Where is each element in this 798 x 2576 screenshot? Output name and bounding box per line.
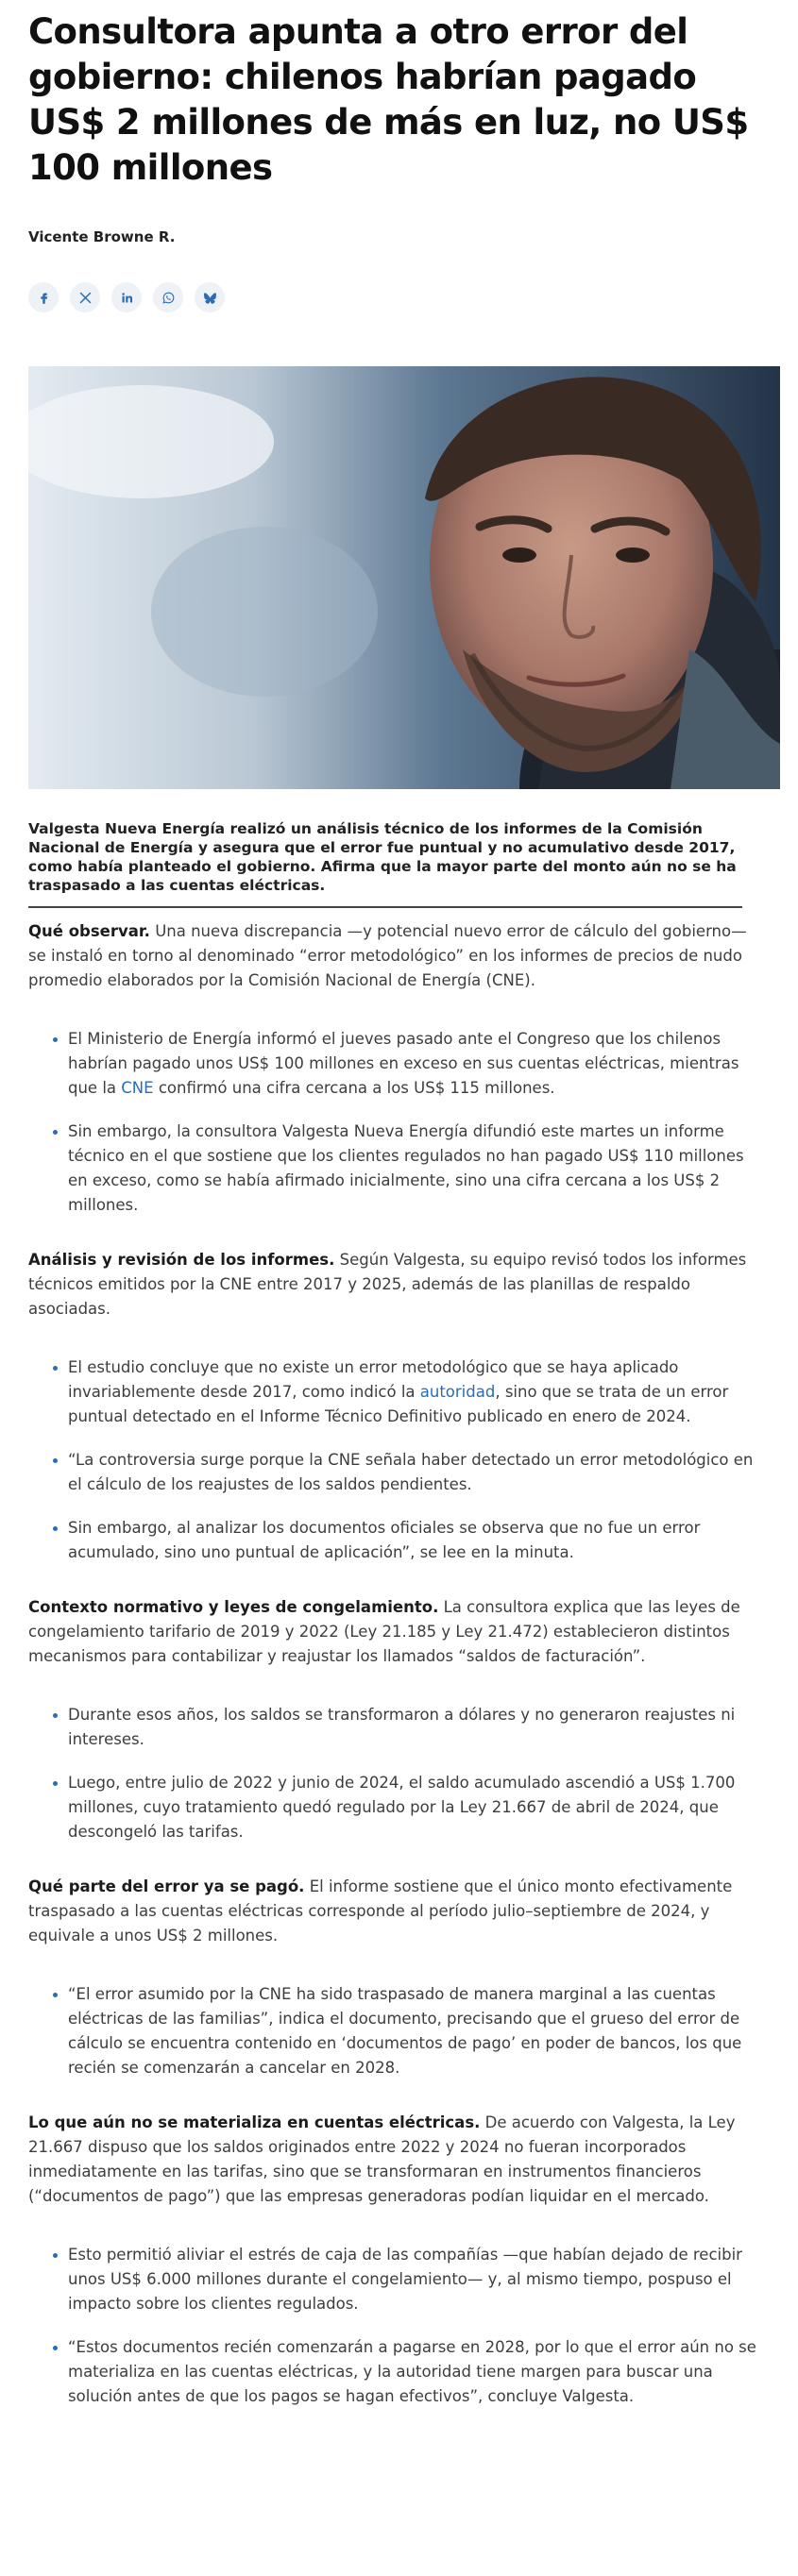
section-lead: Lo que aún no se materializa en cuentas eléctricas.	[28, 2113, 481, 2131]
list-item: Luego, entre julio de 2022 y junio de 2024, el saldo acumulado ascendió a US$ 1.700 millones, cuyo tratamiento quedó regulado por la Ley 21.667 de abril de 2024, que descongeló las tarifas.	[53, 1771, 765, 1844]
share-facebook-button[interactable]	[28, 282, 59, 312]
section-lead: Contexto normativo y leyes de congelamiento.	[28, 1598, 439, 1616]
list-item: “El error asumido por la CNE ha sido traspasado de manera marginal a las cuentas eléctricas de las familias”, indica el documento, precisando que el grueso del error de cálculo se encuentra contenido en ‘documentos de pago’ en poder de bancos, los que recién se comenzarán a cancelar en 2028.	[53, 1982, 765, 2080]
bullet-list	[28, 1027, 765, 1218]
list-item: Sin embargo, al analizar los documentos oficiales se observa que no fue un error acumulado, sino uno puntual de aplicación”, se lee en la minuta.	[53, 1516, 765, 1565]
author-byline[interactable]: Vicente Browne R.	[28, 228, 176, 245]
section-text: La consultora explica que las leyes de congelamiento tarifario de 2019 y 2022 (Ley 21.185 y Ley 21.472) establecieron distintos mecanismos para contabilizar y reajustar los llamados “saldos de facturación”.	[28, 1598, 740, 1665]
list-item	[53, 1355, 765, 1429]
autoridad-link[interactable]: autoridad	[419, 1383, 496, 1401]
share-bluesky-button[interactable]	[195, 282, 225, 312]
list-item-text: , sino que se trata de un error puntual detectado en el Informe Técnico Definitivo publicado en enero de 2024.	[68, 1383, 729, 1425]
section-lead: Qué observar.	[28, 922, 150, 940]
list-item: Durante esos años, los saldos se transformaron a dólares y no generaron reajustes ni intereses.	[53, 1703, 765, 1752]
section-paragraph	[28, 919, 765, 993]
share-linkedin-button[interactable]	[111, 282, 142, 312]
share-bar	[28, 283, 770, 311]
list-item-text: El estudio concluye que no existe un error metodológico que se haya aplicado invariablemente desde 2017, como indicó la	[68, 1358, 679, 1401]
section-lead: Análisis y revisión de los informes.	[28, 1251, 335, 1269]
list-item: Esto permitió aliviar el estrés de caja de las compañías —que habían dejado de recibir unos US$ 6.000 millones durante el congelamiento— y, al mismo tiempo, pospuso el impacto sobre los clientes regulados.	[53, 2243, 765, 2316]
share-whatsapp-button[interactable]	[153, 282, 183, 312]
x-icon	[78, 291, 93, 305]
list-item: “Estos documentos recién comenzarán a pagarse en 2028, por lo que el error aún no se materializa en las cuentas eléctricas, y la autoridad tiene margen para buscar una solución antes de que los pagos se hagan efectivos”, concluye Valgesta.	[53, 2335, 765, 2409]
list-item: “La controversia surge porque la CNE señala haber detectado un error metodológico en el cálculo de los reajustes de los saldos pendientes.	[53, 1448, 765, 1497]
bluesky-icon	[203, 291, 217, 305]
article-headline: Consultora apunta a otro error del gobierno: chilenos habrían pagado US$ 2 millones de más en luz, no US$ 100 millones	[28, 11, 749, 188]
section-lead: Qué parte del error ya se pagó.	[28, 1877, 305, 1895]
linkedin-icon	[120, 291, 134, 305]
section-paragraph	[28, 1595, 765, 1669]
list-item-text: El Ministerio de Energía informó el jueves pasado ante el Congreso que los chilenos habrían pagado unos US$ 100 millones en exceso en sus cuentas eléctricas, mientras que la	[68, 1030, 739, 1097]
bullet-list	[28, 1982, 765, 2080]
facebook-icon	[37, 291, 51, 305]
hero-photo	[28, 366, 780, 789]
list-item: Sin embargo, la consultora Valgesta Nueva Energía difundió este martes un informe técnico en el que sostiene que los clientes regulados no han pagado US$ 110 millones en exceso, como se había afirmado inicialmente, sino una cifra cercana a los US$ 2 millones.	[53, 1120, 765, 1218]
bullet-list	[28, 1703, 765, 1844]
section-text: El informe sostiene que el único monto efectivamente traspasado a las cuentas eléctricas corresponde al período julio–septiembre de 2024, y equivale a unos US$ 2 millones.	[28, 1877, 733, 1945]
section-text: Una nueva discrepancia —y potencial nuevo error de cálculo del gobierno— se instaló en torno al denominado “error metodológico” en los informes de precios de nudo promedio elaborados por la Comisión Nacional de Energía (CNE).	[28, 922, 747, 989]
section-paragraph	[28, 1875, 765, 1948]
bullet-list	[28, 2243, 765, 2409]
section-paragraph	[28, 1248, 765, 1322]
share-x-button[interactable]	[70, 282, 100, 312]
section-paragraph	[28, 2111, 765, 2209]
cne-link[interactable]: CNE	[121, 1079, 154, 1097]
section-text: De acuerdo con Valgesta, la Ley 21.667 dispuso que los saldos originados entre 2022 y 2024 no fueran incorporados inmediatamente en las tarifas, sino que se transformaran en instrumentos financieros (“documentos de pago”) que las empresas generadoras podían liquidar en el mercado.	[28, 2113, 736, 2205]
list-item-text: confirmó una cifra cercana a los US$ 115 millones.	[153, 1079, 555, 1097]
caption-divider	[28, 906, 742, 908]
whatsapp-icon	[161, 291, 176, 305]
list-item	[53, 1027, 765, 1101]
bullet-list	[28, 1355, 765, 1565]
photo-caption: Valgesta Nueva Energía realizó un análisis técnico de los informes de la Comisión Nacional de Energía y asegura que el error fue puntual y no acumulativo desde 2017, como había planteado el gobierno. Afirma que la mayor parte del monto aún no se ha traspasado a las cuentas eléctricas.	[28, 820, 737, 894]
section-text: Según Valgesta, su equipo revisó todos los informes técnicos emitidos por la CNE entre 2017 y 2025, además de las planillas de respaldo asociadas.	[28, 1251, 747, 1318]
portrait-illustration	[28, 366, 780, 789]
